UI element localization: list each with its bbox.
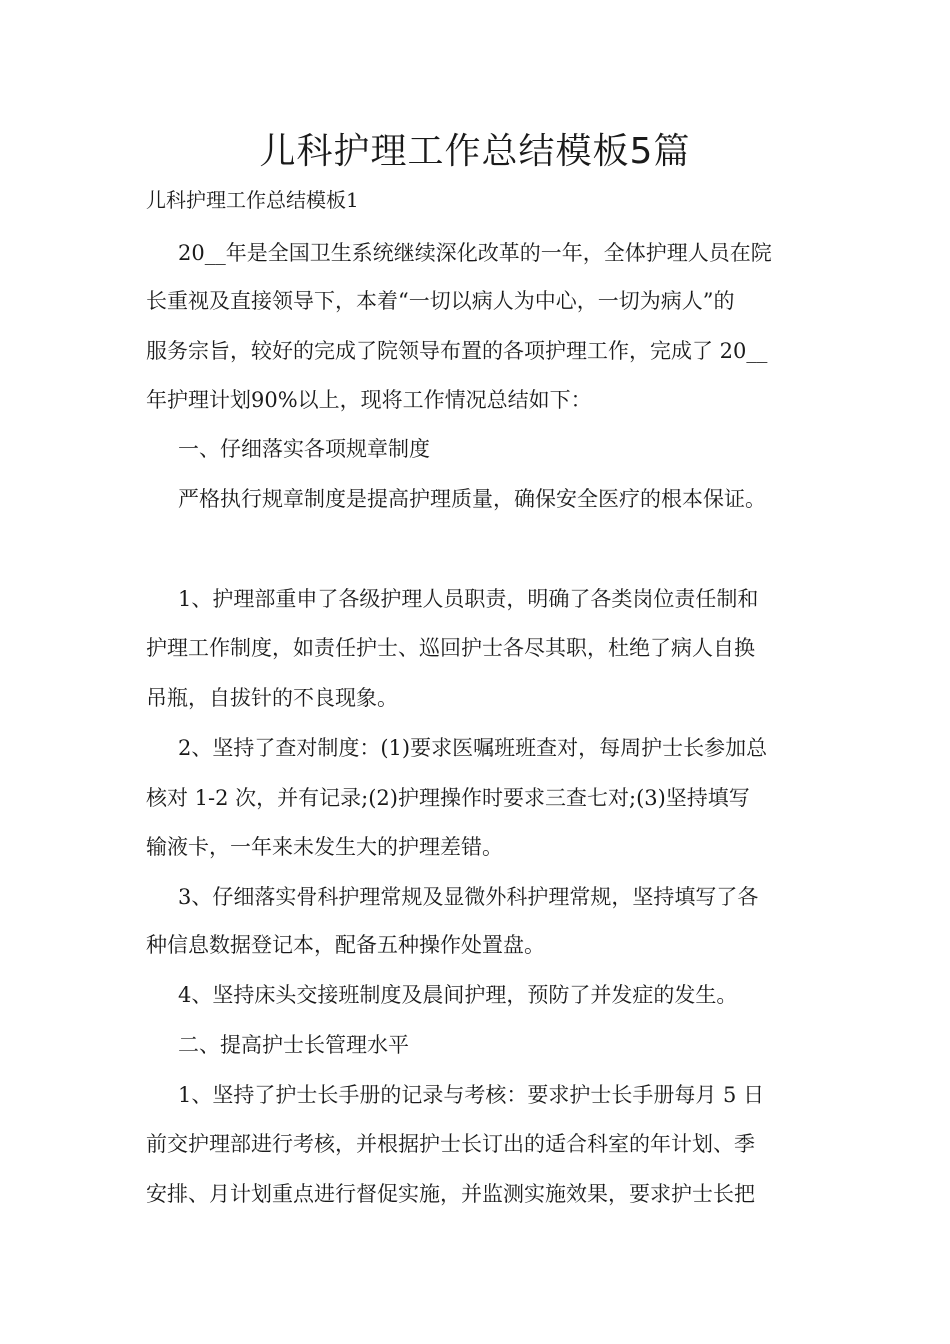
paragraph-line: 1、护理部重申了各级护理人员职责，明确了各类岗位责任制和: [178, 587, 759, 611]
paragraph-line: 3、仔细落实骨科护理常规及显微外科护理常规，坚持填写了各: [178, 885, 759, 909]
section-subtitle: 儿科护理工作总结模板1: [146, 188, 359, 212]
paragraph-line: 种信息数据登记本，配备五种操作处置盘。: [146, 933, 545, 957]
section-heading: 一、仔细落实各项规章制度: [178, 437, 430, 461]
paragraph-line: 20__年是全国卫生系统继续深化改革的一年，全体护理人员在院: [178, 241, 772, 265]
paragraph-line: 护理工作制度，如责任护士、巡回护士各尽其职，杜绝了病人自换: [146, 636, 755, 660]
paragraph-line: 安排、月计划重点进行督促实施，并监测实施效果，要求护士长把: [146, 1182, 755, 1206]
paragraph-line: 服务宗旨，较好的完成了院领导布置的各项护理工作，完成了 20__: [146, 339, 768, 363]
paragraph-line: 1、坚持了护士长手册的记录与考核：要求护士长手册每月 5 日: [178, 1083, 765, 1107]
paragraph-line: 年护理计划90%以上，现将工作情况总结如下：: [146, 388, 592, 412]
paragraph-line: 长重视及直接领导下，本着“一切以病人为中心，一切为病人”的: [146, 289, 735, 313]
paragraph-line: 2、坚持了查对制度：(1)要求医嘱班班查对，每周护士长参加总: [178, 736, 768, 760]
paragraph-line: 前交护理部进行考核，并根据护士长订出的适合科室的年计划、季: [146, 1132, 755, 1156]
section-heading: 二、提高护士长管理水平: [178, 1033, 409, 1057]
document-title: 儿科护理工作总结模板5篇: [259, 131, 691, 172]
paragraph-line: 吊瓶，自拔针的不良现象。: [146, 686, 398, 710]
paragraph-line: 严格执行规章制度是提高护理质量，确保安全医疗的根本保证。: [178, 487, 766, 511]
paragraph-line: 4、坚持床头交接班制度及晨间护理，预防了并发症的发生。: [178, 983, 738, 1007]
paragraph-line: 核对 1-2 次，并有记录;(2)护理操作时要求三查七对;(3)坚持填写: [146, 786, 750, 810]
paragraph-line: 输液卡，一年来未发生大的护理差错。: [146, 835, 503, 859]
